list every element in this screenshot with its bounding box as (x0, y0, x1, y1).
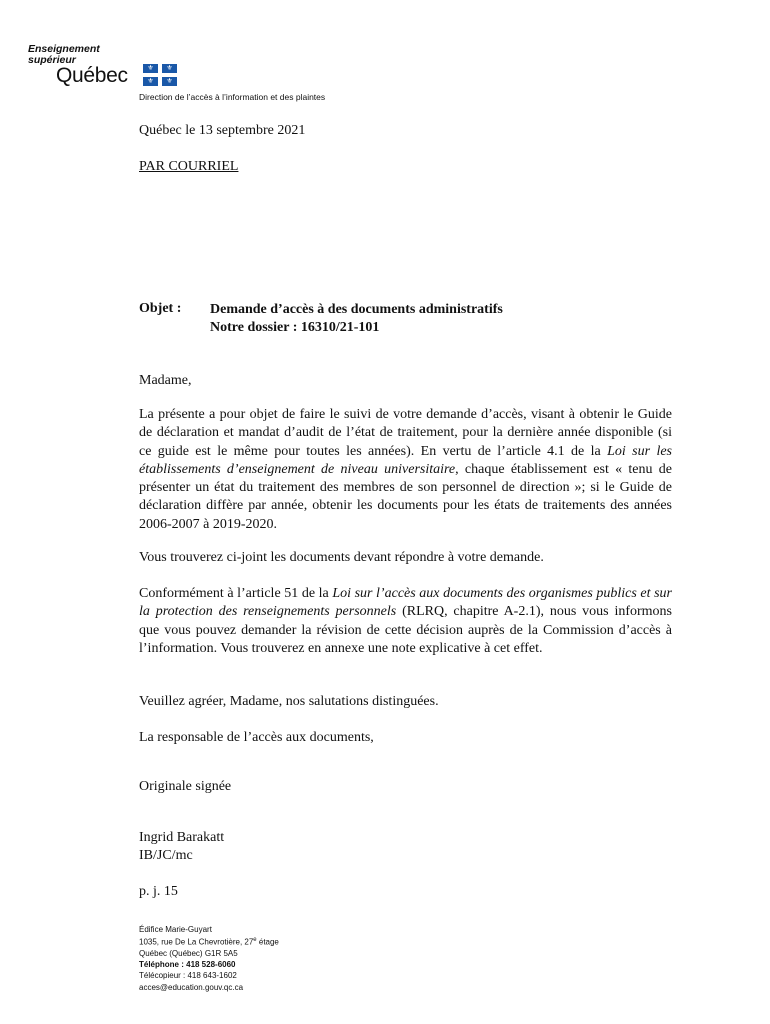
delivery-method: PAR COURRIEL (139, 159, 239, 174)
paragraph-review-text-a: Conformément à l’article 51 de la (139, 586, 333, 601)
ministry-logo (28, 44, 188, 92)
footer-city: Québec (Québec) G1R 5A5 (139, 949, 238, 959)
file-number: Notre dossier : 16310/21-101 (210, 320, 380, 335)
paragraph-review (139, 585, 672, 658)
quebec-wordmark: Québec (56, 64, 128, 87)
footer-address (139, 924, 279, 993)
reference-initials: IB/JC/mc (139, 848, 193, 863)
object-label: Objet : (139, 301, 182, 316)
footer-street: 1035, rue De La Chevrotière, 27e étage (139, 937, 279, 947)
quebec-flag-icon: ⚜ ⚜ ⚜ ⚜ (143, 64, 177, 86)
paragraph-request-text-b: , chaque établissement est « tenu de présenter un état du traitement des membres de son personnel de direction »; si le Guide de déclaration diffère par année, obtenir les documents pour les états de traitements des années 2006-2007 à 2019-2020. (139, 461, 672, 532)
law-title-universities: Loi sur les établissements d’enseignement de niveau universitaire (139, 443, 672, 477)
closing-formula: Veuillez agréer, Madame, nos salutations distinguées. (139, 694, 439, 709)
department-name: Direction de l’accès à l’information et des plaintes (139, 92, 326, 102)
paragraph-request (139, 406, 672, 534)
object-block (210, 301, 503, 337)
logo-line-2: supérieur (28, 54, 76, 66)
footer-phone: Téléphone : 418 528-6060 (139, 960, 236, 970)
paragraph-review-text-b: (RLRQ, chapitre A-2.1), nous vous informons que vous pouvez demander la révision de cette décision auprès de la Commission d’accès à l’information. Vous trouverez en annexe une note explicative à cet effet. (139, 604, 673, 656)
footer-email: acces@education.gouv.qc.ca (139, 982, 244, 992)
date-line: Québec le 13 septembre 2021 (139, 123, 306, 138)
salutation: Madame, (139, 373, 192, 388)
signer-name: Ingrid Barakatt (139, 830, 225, 845)
signed-note: Originale signée (139, 779, 232, 794)
logo-line-1: Enseignement (28, 43, 100, 55)
object-subject: Demande d’accès à des documents administratifs (210, 302, 503, 317)
footer-building: Édifice Marie-Guyart (139, 925, 212, 934)
signer-title: La responsable de l’accès aux documents, (139, 730, 374, 745)
attachments-count: p. j. 15 (139, 884, 178, 899)
law-title-access: Loi sur l’accès aux documents des organismes publics et sur la protection des renseignements personnels (139, 586, 672, 620)
paragraph-attached: Vous trouverez ci-joint les documents devant répondre à votre demande. (139, 550, 544, 565)
footer-fax: Télécopieur : 418 643-1602 (139, 971, 237, 981)
paragraph-request-text-a: La présente a pour objet de faire le suivi de votre demande d’accès, visant à obtenir le Guide de déclaration et mandat d’audit de l’état de traitement, pour la dernière année disponible (si ce guide est le même pour toutes les années). En vertu de l’article 4.1 de la (139, 407, 672, 459)
